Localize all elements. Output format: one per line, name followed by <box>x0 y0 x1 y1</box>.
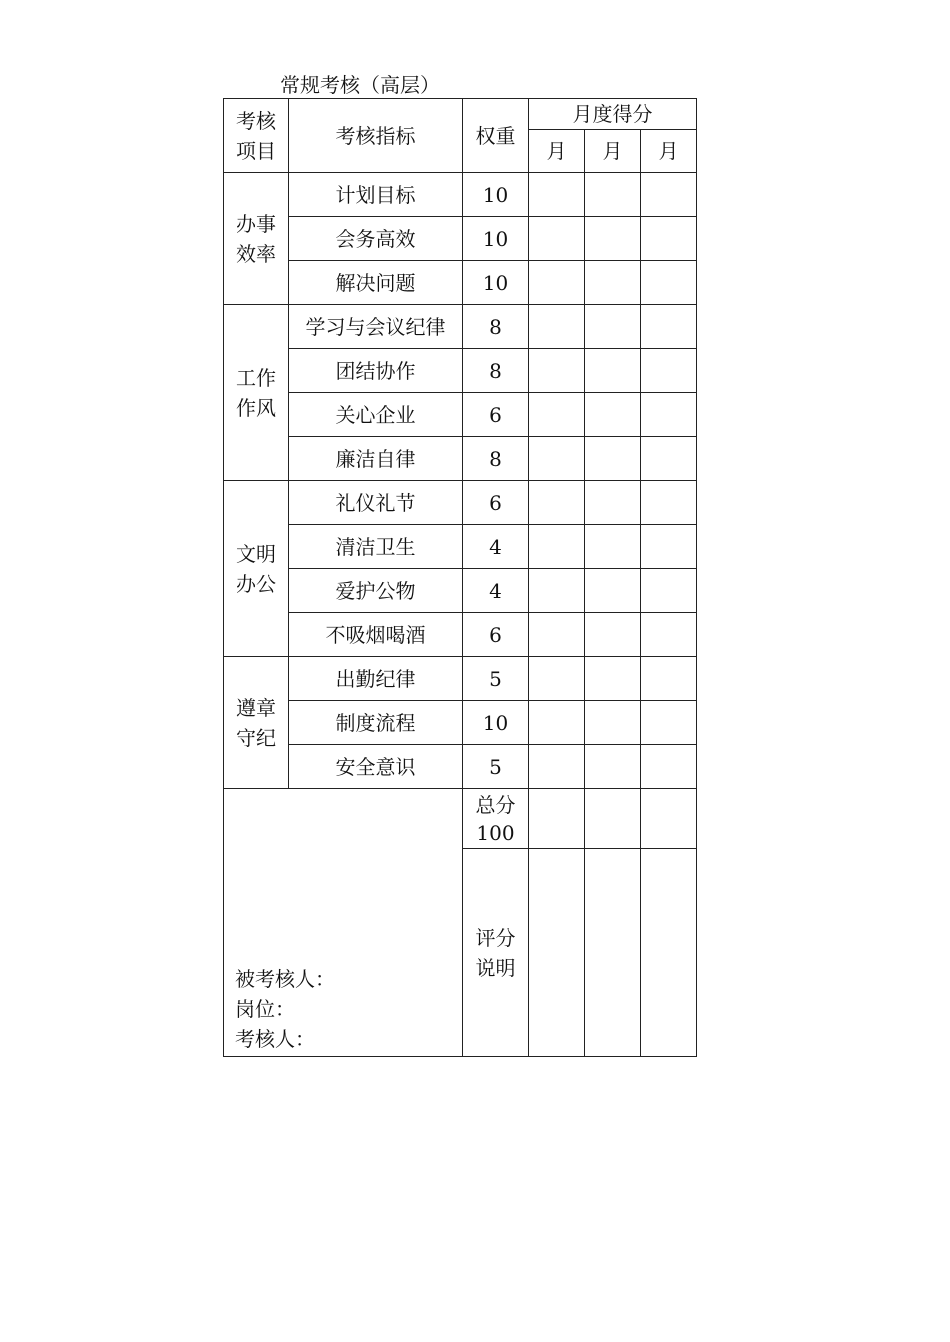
monthly-score-cell[interactable] <box>585 305 641 349</box>
indicator-weight: 5 <box>463 657 529 701</box>
indicator-name: 学习与会议纪律 <box>289 305 463 349</box>
monthly-score-cell[interactable] <box>641 657 697 701</box>
indicator-name: 会务高效 <box>289 217 463 261</box>
monthly-score-cell[interactable] <box>529 745 585 789</box>
table-row <box>224 349 697 393</box>
monthly-score-cell[interactable] <box>529 349 585 393</box>
groups-body <box>224 173 697 789</box>
indicator-name: 计划目标 <box>289 173 463 217</box>
monthly-score-cell[interactable] <box>529 701 585 745</box>
header-month-3: 月 <box>641 130 697 173</box>
table-row <box>224 437 697 481</box>
total-label: 总分 100 <box>463 789 529 849</box>
indicator-weight: 6 <box>463 481 529 525</box>
monthly-score-cell[interactable] <box>529 657 585 701</box>
table-row <box>224 657 697 701</box>
category-cell: 文明 办公 <box>224 481 289 657</box>
assessment-table <box>223 98 697 1057</box>
header-month-2: 月 <box>585 130 641 173</box>
table-row <box>224 613 697 657</box>
indicator-weight: 4 <box>463 525 529 569</box>
indicator-name: 清洁卫生 <box>289 525 463 569</box>
monthly-score-cell[interactable] <box>641 173 697 217</box>
indicator-name: 团结协作 <box>289 349 463 393</box>
table-row <box>224 217 697 261</box>
assessor-label: 考核人： <box>235 1027 315 1051</box>
indicator-weight: 5 <box>463 745 529 789</box>
indicator-name: 制度流程 <box>289 701 463 745</box>
category-cell: 办事 效率 <box>224 173 289 305</box>
signature-block <box>224 789 463 1057</box>
monthly-score-cell[interactable] <box>529 569 585 613</box>
header-indicator: 考核指标 <box>289 99 463 173</box>
monthly-score-cell[interactable] <box>585 393 641 437</box>
monthly-score-cell[interactable] <box>585 701 641 745</box>
indicator-name: 爱护公物 <box>289 569 463 613</box>
remark-cell[interactable] <box>641 849 697 1057</box>
monthly-score-cell[interactable] <box>529 305 585 349</box>
page-title: 常规考核（高层） <box>280 73 440 97</box>
header-row-1 <box>224 99 697 130</box>
indicator-name: 廉洁自律 <box>289 437 463 481</box>
monthly-score-cell[interactable] <box>585 613 641 657</box>
monthly-score-cell[interactable] <box>585 481 641 525</box>
monthly-score-cell[interactable] <box>585 217 641 261</box>
assessee-label: 被考核人： <box>235 967 335 991</box>
indicator-name: 出勤纪律 <box>289 657 463 701</box>
indicator-name: 解决问题 <box>289 261 463 305</box>
header-monthly-score: 月度得分 <box>529 99 697 130</box>
table-row <box>224 173 697 217</box>
category-cell: 工作 作风 <box>224 305 289 481</box>
monthly-score-cell[interactable] <box>641 701 697 745</box>
category-cell: 遵章 守纪 <box>224 657 289 789</box>
table-row <box>224 569 697 613</box>
monthly-score-cell[interactable] <box>641 393 697 437</box>
monthly-score-cell[interactable] <box>641 613 697 657</box>
monthly-score-cell[interactable] <box>641 261 697 305</box>
table-row <box>224 261 697 305</box>
monthly-score-cell[interactable] <box>529 437 585 481</box>
indicator-name: 安全意识 <box>289 745 463 789</box>
monthly-score-cell[interactable] <box>529 217 585 261</box>
table-row <box>224 525 697 569</box>
monthly-score-cell[interactable] <box>529 613 585 657</box>
monthly-score-cell[interactable] <box>585 437 641 481</box>
remark-cell[interactable] <box>529 849 585 1057</box>
indicator-name: 关心企业 <box>289 393 463 437</box>
monthly-score-cell[interactable] <box>585 261 641 305</box>
total-score-cell[interactable] <box>529 789 585 849</box>
header-weight: 权重 <box>463 99 529 173</box>
monthly-score-cell[interactable] <box>529 525 585 569</box>
indicator-weight: 10 <box>463 217 529 261</box>
monthly-score-cell[interactable] <box>641 305 697 349</box>
indicator-weight: 8 <box>463 349 529 393</box>
table-row <box>224 745 697 789</box>
indicator-weight: 10 <box>463 173 529 217</box>
monthly-score-cell[interactable] <box>585 745 641 789</box>
monthly-score-cell[interactable] <box>585 349 641 393</box>
monthly-score-cell[interactable] <box>641 525 697 569</box>
monthly-score-cell[interactable] <box>585 657 641 701</box>
monthly-score-cell[interactable] <box>641 745 697 789</box>
indicator-weight: 10 <box>463 261 529 305</box>
indicator-weight: 4 <box>463 569 529 613</box>
monthly-score-cell[interactable] <box>585 569 641 613</box>
indicator-weight: 10 <box>463 701 529 745</box>
monthly-score-cell[interactable] <box>641 481 697 525</box>
monthly-score-cell[interactable] <box>641 349 697 393</box>
remark-cell[interactable] <box>585 849 641 1057</box>
header-month-1: 月 <box>529 130 585 173</box>
indicator-weight: 8 <box>463 437 529 481</box>
indicator-weight: 6 <box>463 613 529 657</box>
remark-label: 评分 说明 <box>463 849 529 1057</box>
indicator-name: 礼仪礼节 <box>289 481 463 525</box>
monthly-score-cell[interactable] <box>641 437 697 481</box>
table-row <box>224 701 697 745</box>
position-label: 岗位： <box>235 997 295 1021</box>
monthly-score-cell[interactable] <box>529 261 585 305</box>
indicator-weight: 8 <box>463 305 529 349</box>
table-row <box>224 393 697 437</box>
total-row <box>224 789 697 849</box>
table-row <box>224 481 697 525</box>
table-row <box>224 305 697 349</box>
indicator-name: 不吸烟喝酒 <box>289 613 463 657</box>
monthly-score-cell[interactable] <box>529 173 585 217</box>
header-item: 考核 项目 <box>224 99 289 173</box>
monthly-score-cell[interactable] <box>585 173 641 217</box>
indicator-weight: 6 <box>463 393 529 437</box>
monthly-score-cell[interactable] <box>585 525 641 569</box>
total-score-cell[interactable] <box>641 789 697 849</box>
monthly-score-cell[interactable] <box>529 481 585 525</box>
total-score-cell[interactable] <box>585 789 641 849</box>
monthly-score-cell[interactable] <box>641 217 697 261</box>
monthly-score-cell[interactable] <box>529 393 585 437</box>
monthly-score-cell[interactable] <box>641 569 697 613</box>
